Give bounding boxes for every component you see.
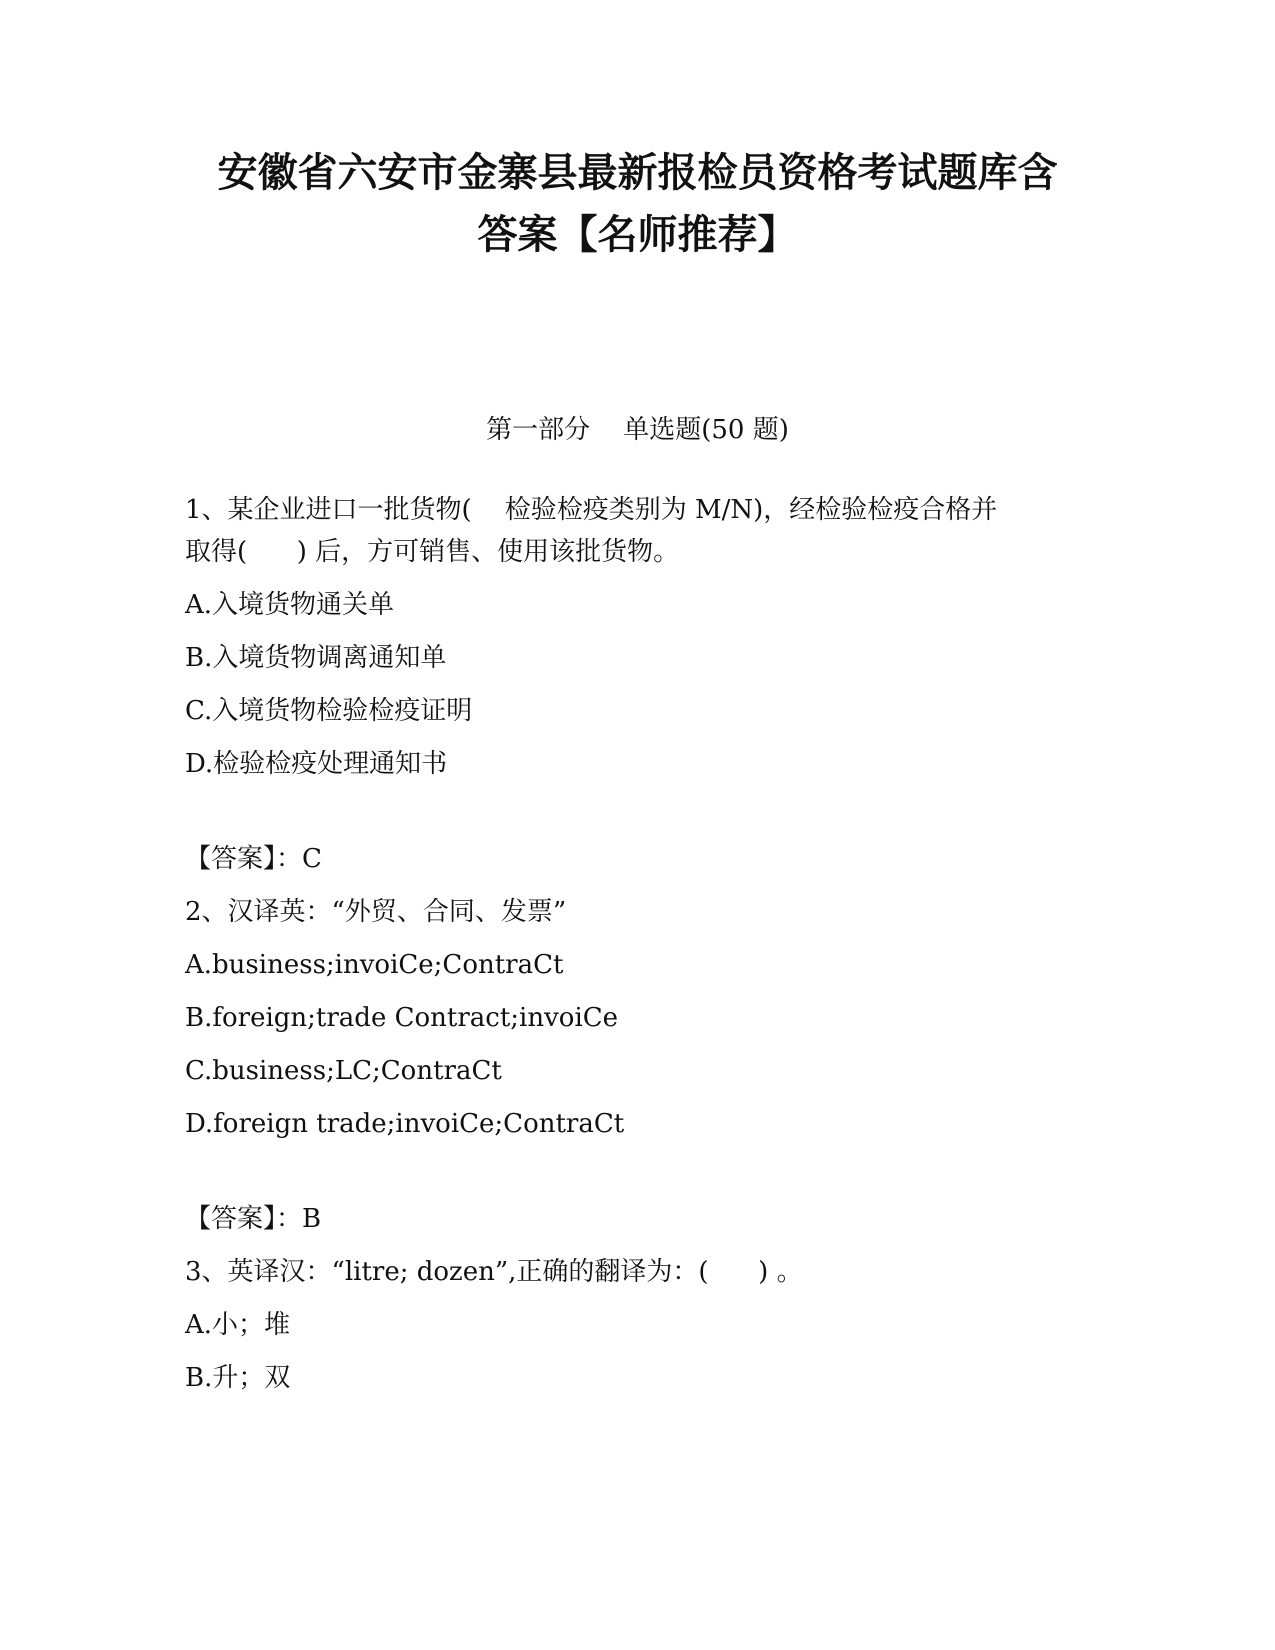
question-2-option-a: A.business;invoiCe;ContraCt <box>185 950 564 980</box>
question-3-option-a: A.小；堆 <box>185 1310 291 1340</box>
question-1-answer: 【答案】：C <box>185 844 322 874</box>
question-2-option-c: C.business;LC;ContraCt <box>185 1056 502 1086</box>
question-1-option-a: A.入境货物通关单 <box>185 590 395 620</box>
section-heading: 第一部分 单选题(50 题) <box>486 415 789 445</box>
question-2-option-d: D.foreign trade;invoiCe;ContraCt <box>185 1109 625 1139</box>
question-1-stem-line-2: 取得( ) 后，方可销售、使用该批货物。 <box>185 537 680 567</box>
title-line-2: 答案【名师推荐】 <box>477 212 798 258</box>
question-2-answer: 【答案】：B <box>185 1204 322 1234</box>
question-2-stem: 2、汉译英：“外贸、合同、发票” <box>185 897 567 927</box>
title-line-1: 安徽省六安市金寨县最新报检员资格考试题库含 <box>217 150 1058 196</box>
question-2-option-b: B.foreign;trade Contract;invoiCe <box>185 1003 619 1033</box>
question-1-option-c: C.入境货物检验检疫证明 <box>185 696 473 726</box>
question-1-option-d: D.检验检疫处理通知书 <box>185 749 448 779</box>
question-1-stem-line-1: 1、某企业进口一批货物( 检验检疫类别为 M/N)，经检验检疫合格并 <box>185 495 998 525</box>
question-3-option-b: B.升；双 <box>185 1363 291 1393</box>
document-title <box>150 142 1125 266</box>
question-1-option-b: B.入境货物调离通知单 <box>185 643 447 673</box>
question-3-stem: 3、英译汉：“litre; dozen”,正确的翻译为：( ) 。 <box>185 1257 803 1287</box>
